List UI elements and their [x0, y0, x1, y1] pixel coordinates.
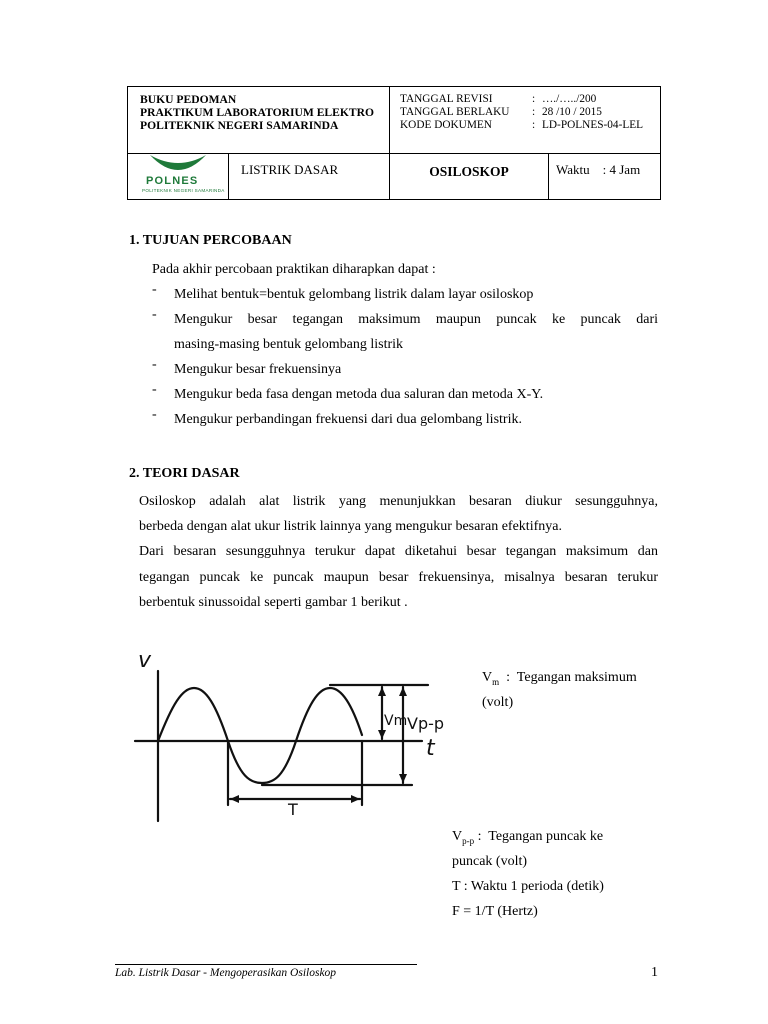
document-code-sep: : — [532, 119, 536, 131]
header-subject: LISTRIK DASAR — [241, 162, 339, 177]
theory-line-2: berbeda dengan alat ukur listrik lainnya yang mengukur besaran efektifnya. — [139, 519, 562, 534]
header-subject-cell — [228, 153, 390, 200]
logo-subtitle: POLITEKNIK NEGERI SAMARINDA — [142, 188, 225, 193]
theory-line-3: Dari besaran sesungguhnya terukur dapat diketahui besar tegangan maksimum dan — [139, 544, 658, 559]
document-code-value: LD-POLNES-04-LEL — [542, 119, 644, 131]
time-label: Waktu — [556, 162, 590, 177]
footer-text: Lab. Listrik Dasar - Mengoperasikan Osiloskop — [115, 967, 337, 979]
revision-date-label: TANGGAL REVISI — [400, 93, 493, 105]
legend-vpp-symbol: V — [452, 829, 463, 844]
legend-vpp-description: : Tegangan puncak ke — [474, 829, 604, 844]
bullet-item-3: Mengukur besar frekuensinya — [174, 362, 342, 377]
legend-vm-line-2: (volt) — [482, 695, 514, 710]
header-logo-cell — [127, 153, 229, 200]
legend-vm-subscript: m — [492, 676, 500, 687]
header-topic: OSILOSKOP — [429, 164, 509, 179]
bullet-marker-5: - — [152, 407, 157, 422]
legend-period-line: T : Waktu 1 perioda (detik) — [452, 879, 604, 894]
revision-date-value: …./…../200 — [542, 93, 597, 105]
header-title-line-1: BUKU PEDOMAN — [140, 93, 237, 106]
effective-date-label: TANGGAL BERLAKU — [400, 106, 510, 118]
effective-date-sep: : — [532, 106, 536, 118]
bullet-marker-3: - — [152, 357, 157, 372]
header-title-line-2: PRAKTIKUM LABORATORIUM ELEKTRO — [140, 106, 375, 119]
bullet-item-2: Mengukur besar tegangan maksimum maupun puncak ke puncak dari — [174, 312, 658, 327]
bullet-item-2-continuation: masing-masing bentuk gelombang listrik — [174, 337, 404, 352]
theory-line-5: berbentuk sinussoidal seperti gambar 1 berikut . — [139, 595, 408, 610]
bullet-item-5: Mengukur perbandingan frekuensi dari dua gelombang listrik. — [174, 412, 522, 427]
sine-wave-figure — [130, 643, 450, 828]
header-time-cell — [548, 153, 661, 200]
bullet-marker-4: - — [152, 382, 157, 397]
effective-date-value: 28 /10 / 2015 — [542, 106, 602, 118]
y-axis-label: v — [138, 648, 152, 673]
period-label: T — [288, 800, 298, 819]
legend-vm-description: : Tegangan maksimum — [499, 670, 637, 685]
header-topic-cell — [389, 153, 549, 200]
legend-vpp-line-2: puncak (volt) — [452, 854, 528, 869]
document-code-label: KODE DOKUMEN — [400, 119, 492, 131]
section-heading-2: 2. TEORI DASAR — [129, 466, 240, 481]
section-heading-1: 1. TUJUAN PERCOBAAN — [129, 233, 292, 248]
footer-rule — [115, 964, 417, 965]
bullet-marker-2: - — [152, 307, 157, 322]
theory-line-1: Osiloskop adalah alat listrik yang menunjukkan besaran diukur sesungguhnya, — [139, 494, 658, 509]
theory-line-4: tegangan puncak ke puncak maupun besar frekuensinya, misalnya besaran terukur — [139, 570, 658, 585]
sine-wave-curve — [158, 688, 362, 783]
effective-date-row — [400, 106, 643, 119]
document-header-table — [127, 86, 661, 200]
legend-vm-symbol: V — [482, 670, 493, 685]
document-code-row — [400, 119, 643, 132]
vpp-label: Vp-p — [407, 714, 445, 733]
revision-date-sep: : — [532, 93, 536, 105]
page-number: 1 — [651, 965, 658, 980]
header-title-cell — [127, 86, 390, 154]
polnes-logo-icon — [148, 155, 208, 175]
bullet-item-1: Melihat bentuk=bentuk gelombang listrik dalam layar osiloskop — [174, 287, 534, 302]
time-value: : 4 Jam — [602, 162, 641, 177]
bullet-marker-1: - — [152, 282, 157, 297]
header-revision-cell — [389, 86, 661, 154]
section1-intro: Pada akhir percobaan praktikan diharapkan dapat : — [152, 262, 436, 277]
vm-label: Vm — [384, 713, 408, 729]
legend-frequency-line: F = 1/T (Hertz) — [452, 904, 538, 919]
revision-date-row — [400, 93, 643, 106]
bullet-item-4: Mengukur beda fasa dengan metoda dua saluran dan metoda X-Y. — [174, 387, 544, 402]
x-axis-label: t — [426, 736, 435, 761]
legend-vpp-subscript: p-p — [462, 835, 475, 846]
logo-wordmark: POLNES — [146, 175, 199, 187]
header-title-line-3: POLITEKNIK NEGERI SAMARINDA — [140, 119, 339, 132]
